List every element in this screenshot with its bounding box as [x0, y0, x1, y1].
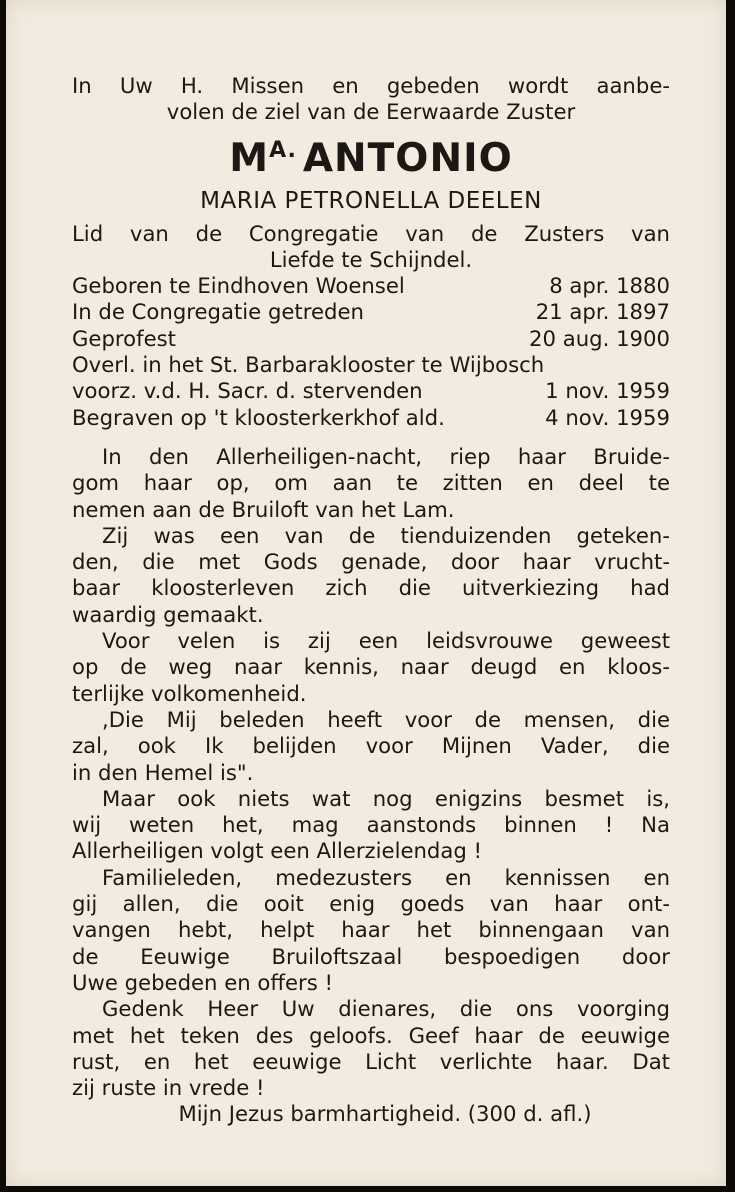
- paragraph: [72, 523, 670, 628]
- paragraph-line: vangen hebt, helpt haar het binnengaan van: [72, 917, 670, 943]
- life-event-label: voorz. v.d. H. Sacr. d. stervenden: [72, 378, 423, 404]
- life-event-row: [72, 405, 670, 431]
- paragraph-line: Familieleden, medezusters en kennissen en: [102, 864, 670, 890]
- name-main: ANTONIO: [302, 135, 513, 181]
- paragraph-line: baar kloosterleven zich die uitverkiezing had: [72, 575, 670, 601]
- name-prefix: M: [229, 135, 270, 181]
- paragraph-line: waardig gemaakt.: [72, 601, 264, 627]
- paragraph-line: nemen aan de Bruiloft van het Lam.: [72, 496, 455, 522]
- life-event-label: Begraven op 't kloosterkerkhof ald.: [72, 404, 445, 430]
- opening-prayer: [72, 73, 670, 126]
- life-event-date: 1 nov. 1959: [545, 378, 670, 404]
- paragraph-line: Allerheiligen volgt een Allerzielendag !: [72, 838, 483, 864]
- congregation-line-1: Lid van de Congregatie van de Zusters van: [72, 220, 670, 246]
- full-name: MARIA PETRONELLA DEELEN: [200, 187, 542, 214]
- life-event-date: 4 nov. 1959: [545, 404, 670, 430]
- life-event-label: Overl. in het St. Barbaraklooster te Wijbosch: [72, 352, 545, 378]
- life-event-row: [72, 299, 670, 325]
- life-event-row: [72, 378, 670, 404]
- paragraph-line: met het teken des geloofs. Geef haar de eeuwige: [72, 1022, 670, 1048]
- paragraph-line: op de weg naar kennis, naar deugd en kloos-: [72, 654, 670, 680]
- paragraph-line: zij ruste in vrede !: [72, 1075, 265, 1101]
- paragraph-line: Maar ook niets wat nog enigzins besmet is,: [102, 785, 670, 811]
- body-text: [72, 444, 670, 1101]
- life-event-date: 8 apr. 1880: [549, 273, 670, 299]
- congregation-info: [72, 221, 670, 274]
- life-event-label: Geboren te Eindhoven Woensel: [72, 273, 405, 299]
- life-event-row: [72, 352, 670, 378]
- name-prefix-superscript: A.: [269, 137, 297, 163]
- life-event-date: 20 aug. 1900: [529, 325, 670, 351]
- paragraph: [72, 444, 670, 523]
- paragraph-line: wij weten het, mag aanstonds binnen ! Na: [72, 812, 670, 838]
- paragraph: [72, 865, 670, 996]
- card-text: [72, 73, 670, 1128]
- life-event-label: In de Congregatie getreden: [72, 299, 364, 325]
- paragraph: [72, 628, 670, 707]
- paragraph-line: den, die met Gods genade, door haar vrucht-: [72, 549, 670, 575]
- life-event-label: Geprofest: [72, 325, 176, 351]
- card-border-right: [726, 0, 735, 1192]
- paragraph-line: zal, ook Ik belijden voor Mijnen Vader, die: [72, 733, 670, 759]
- paragraph-line: Uwe gebeden en offers !: [72, 969, 333, 995]
- paragraph: [72, 786, 670, 865]
- congregation-line-2: Liefde te Schijndel.: [269, 246, 473, 272]
- paragraph-line: ,Die Mij beleden heeft voor de mensen, die: [102, 706, 670, 732]
- opening-line-1: In Uw H. Missen en gebeden wordt aanbe-: [72, 73, 670, 98]
- paragraph-line: gij allen, die ooit enig goeds van haar ont-: [72, 891, 670, 917]
- paragraph: [72, 996, 670, 1101]
- opening-line-2: volen de ziel van de Eerwaarde Zuster: [166, 99, 576, 125]
- paragraph: [72, 707, 670, 786]
- paragraph-line: Zij was een van de tienduizenden geteken-: [102, 522, 670, 548]
- life-event-row: [72, 326, 670, 352]
- card-border-bottom: [0, 1186, 735, 1192]
- paragraph-line: de Eeuwige Bruiloftszaal bespoedigen door: [72, 943, 670, 969]
- life-event-row: [72, 273, 670, 299]
- deceased-name: [72, 126, 670, 184]
- paragraph-line: terlijke volkomenheid.: [72, 680, 307, 706]
- paragraph-line: In den Allerheiligen-nacht, riep haar Bruide-: [102, 443, 670, 469]
- paragraph-line: gom haar op, om aan te zitten en deel te: [72, 470, 670, 496]
- paragraph-line: Gedenk Heer Uw dienares, die ons voorging: [102, 996, 670, 1022]
- paragraph-line: Voor velen is zij een leidsvrouwe geweest: [102, 628, 670, 654]
- life-events: [72, 273, 670, 431]
- paragraph-line: in den Hemel is".: [72, 759, 254, 785]
- memorial-card: [6, 0, 726, 1186]
- life-event-date: 21 apr. 1897: [535, 299, 670, 325]
- paragraph-line: rust, en het eeuwige Licht verlichte haar. Dat: [72, 1048, 670, 1074]
- closing-indulgence: Mijn Jezus barmhartigheid. (300 d. afl.): [178, 1101, 592, 1127]
